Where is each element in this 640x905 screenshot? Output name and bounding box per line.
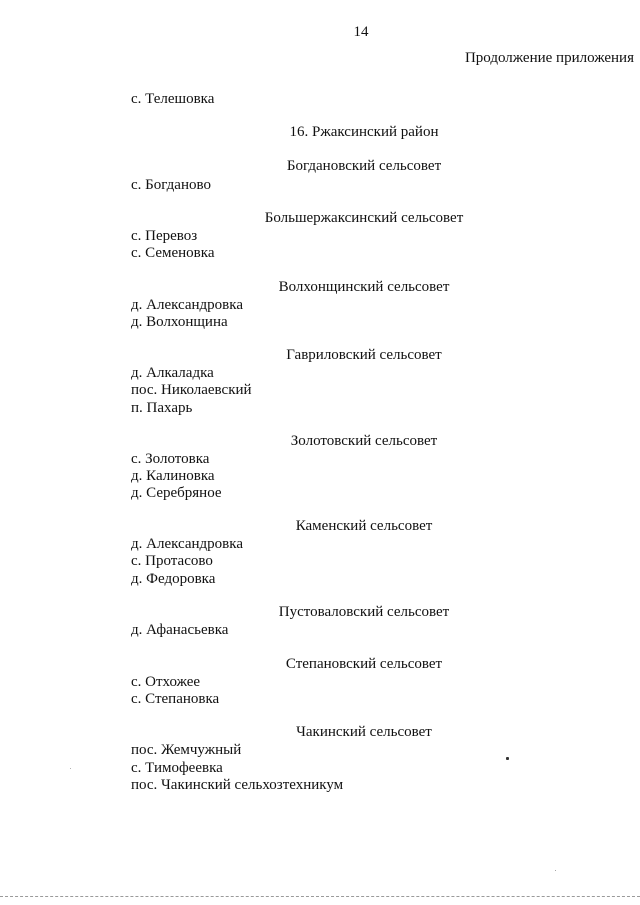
settlement-item: д. Волхонщина bbox=[131, 314, 228, 330]
settlement-item: д. Афанасьевка bbox=[131, 622, 229, 638]
council-title: Гавриловский сельсовет bbox=[286, 347, 442, 363]
council-title: Большержаксинский сельсовет bbox=[264, 210, 464, 226]
settlement-item: д. Алкаладка bbox=[131, 365, 214, 381]
settlement-item: пос. Николаевский bbox=[131, 382, 252, 398]
settlement-item: д. Федоровка bbox=[131, 571, 216, 587]
district-title: 16. Ржаксинский район bbox=[289, 124, 439, 140]
settlement-item: с. Тимофеевка bbox=[131, 760, 223, 776]
intro-item: с. Телешовка bbox=[131, 91, 215, 107]
council-title: Пустоваловский сельсовет bbox=[278, 604, 450, 620]
council-title: Чакинский сельсовет bbox=[296, 724, 432, 740]
scan-speck bbox=[506, 757, 509, 760]
settlement-item: с. Отхожее bbox=[131, 674, 201, 690]
page-number: 14 bbox=[353, 24, 369, 40]
scan-speck bbox=[70, 768, 71, 769]
bottom-edge-rule bbox=[0, 896, 640, 897]
settlement-item: с. Степановка bbox=[131, 691, 220, 707]
council-title: Каменский сельсовет bbox=[295, 518, 433, 534]
settlement-item: с. Золотовка bbox=[131, 451, 210, 467]
scan-speck bbox=[555, 870, 556, 871]
settlement-item: с. Богданово bbox=[131, 177, 211, 193]
settlement-item: п. Пахарь bbox=[131, 400, 193, 416]
council-title: Золотовский сельсовет bbox=[290, 433, 438, 449]
settlement-item: с. Семеновка bbox=[131, 245, 215, 261]
council-title: Богдановский сельсовет bbox=[286, 158, 442, 174]
settlement-item: д. Александровка bbox=[131, 536, 243, 552]
council-title: Степановский сельсовет bbox=[285, 656, 443, 672]
settlement-item: с. Протасово bbox=[131, 553, 213, 569]
settlement-item: д. Серебряное bbox=[131, 485, 222, 501]
council-title: Волхонщинский сельсовет bbox=[278, 279, 450, 295]
settlement-item: д. Калиновка bbox=[131, 468, 215, 484]
settlement-item: д. Александровка bbox=[131, 297, 243, 313]
settlement-item: пос. Чакинский сельхозтехникум bbox=[131, 777, 344, 793]
settlement-item: с. Перевоз bbox=[131, 228, 198, 244]
settlement-item: пос. Жемчужный bbox=[131, 742, 242, 758]
continuation-label: Продолжение приложения bbox=[464, 50, 634, 66]
